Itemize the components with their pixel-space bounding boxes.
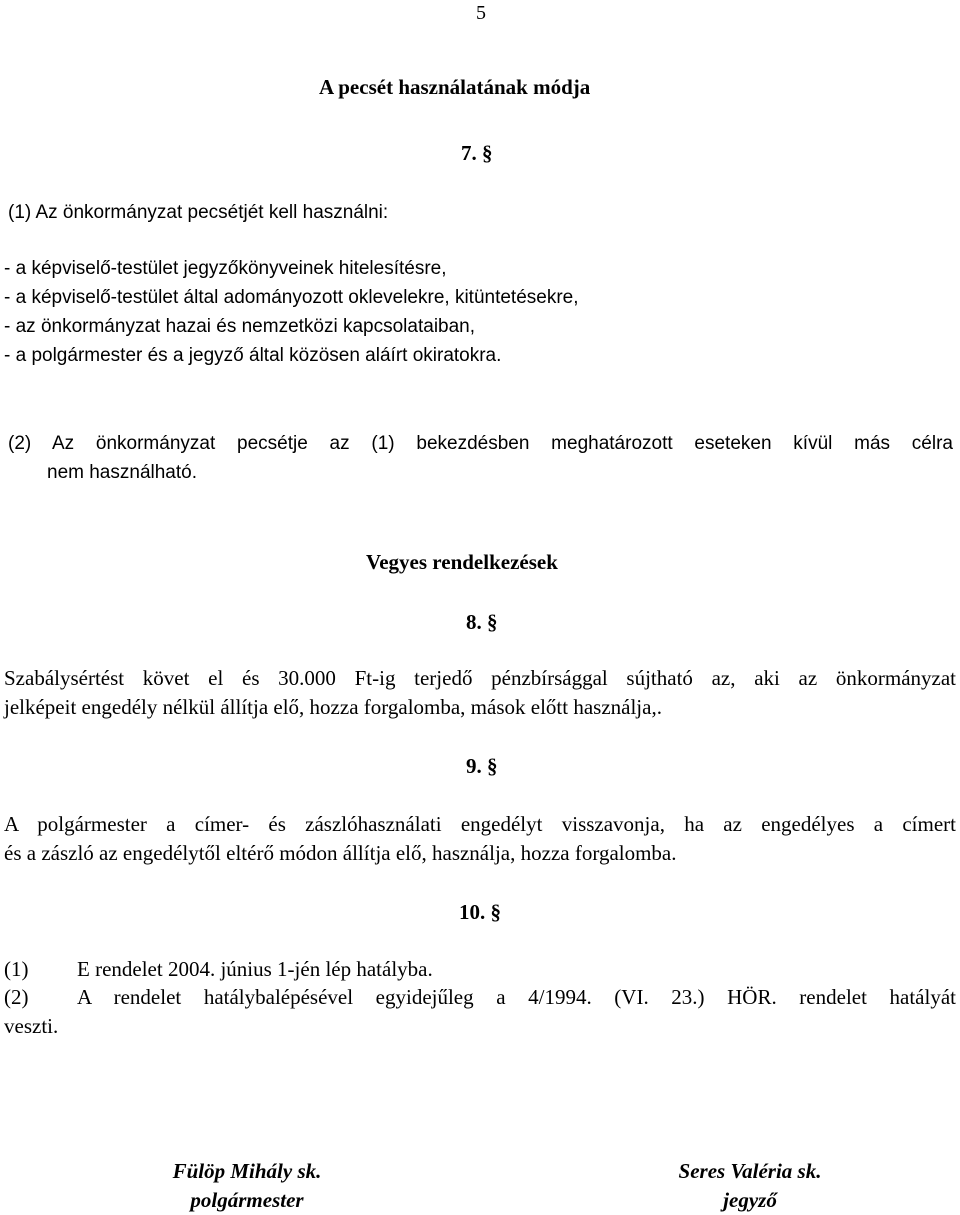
section-10-number (459, 898, 501, 926)
section-heading-misc: Vegyes rendelkezések (366, 550, 558, 574)
s7-list-item: - a polgármester és a jegyző által közösen aláírt okiratokra. (4, 345, 502, 366)
section-10-label: 10. (459, 900, 486, 924)
notary-signature-title: jegyző (723, 1188, 777, 1212)
section-7-number (461, 139, 493, 167)
s9-line-1: A polgármester a címer- és zászlóhasználati engedélyt visszavonja, ha az engedélyes a címert (4, 812, 956, 836)
section-heading-seal-usage: A pecsét használatának módja (319, 75, 591, 99)
section-8-label: 8. (466, 610, 482, 634)
section-9-label: 9. (466, 754, 482, 778)
section-sign-icon: § (482, 141, 493, 165)
section-sign-icon: § (487, 610, 498, 634)
s7-list-item: - a képviselő-testület által adományozott oklevelekre, kitüntetésekre, (4, 287, 579, 308)
s9-line-2: és a zászló az engedélytől eltérő módon állítja elő, használja, hozza forgalomba. (4, 841, 677, 865)
s10-paragraph-2-line-2: veszti. (4, 1014, 59, 1038)
s8-line-1: Szabálysértést követ el és 30.000 Ft-ig terjedő pénzbírsággal sújtható az, aki az önkormányzat (4, 666, 956, 690)
s8-line-2: jelképeit engedély nélkül állítja elő, hozza forgalomba, mások előtt használja,. (4, 695, 662, 719)
section-7-label: 7. (461, 141, 477, 165)
mayor-signature-name: Fülöp Mihály sk. (172, 1159, 322, 1183)
section-9-number (466, 752, 498, 780)
section-sign-icon: § (490, 900, 501, 924)
notary-signature-name: Seres Valéria sk. (678, 1159, 822, 1183)
s10-paragraph-2-line-1: A rendelet hatálybalépésével egyidejűleg a 4/1994. (VI. 23.) HÖR. rendelet hatályát (77, 985, 956, 1009)
s10-paragraph-2-number: (2) (4, 985, 29, 1009)
s7-paragraph-2-line-1: (2) Az önkormányzat pecsétje az (1) bekezdésben meghatározott eseteken kívül más célra (8, 433, 953, 454)
s10-paragraph-1-number: (1) (4, 957, 29, 981)
mayor-signature-title: polgármester (190, 1188, 304, 1212)
page-number: 5 (476, 2, 486, 24)
s7-paragraph-2-line-2: nem használható. (47, 462, 197, 483)
s7-paragraph-1-intro: (1) Az önkormányzat pecsétjét kell használni: (8, 202, 389, 223)
s7-list-item: - az önkormányzat hazai és nemzetközi kapcsolataiban, (4, 316, 476, 337)
section-sign-icon: § (487, 754, 498, 778)
s10-paragraph-1-text: E rendelet 2004. június 1-jén lép hatályba. (77, 957, 433, 981)
section-8-number (466, 608, 498, 636)
s7-list-item: - a képviselő-testület jegyzőkönyveinek hitelesítésre, (4, 258, 447, 279)
